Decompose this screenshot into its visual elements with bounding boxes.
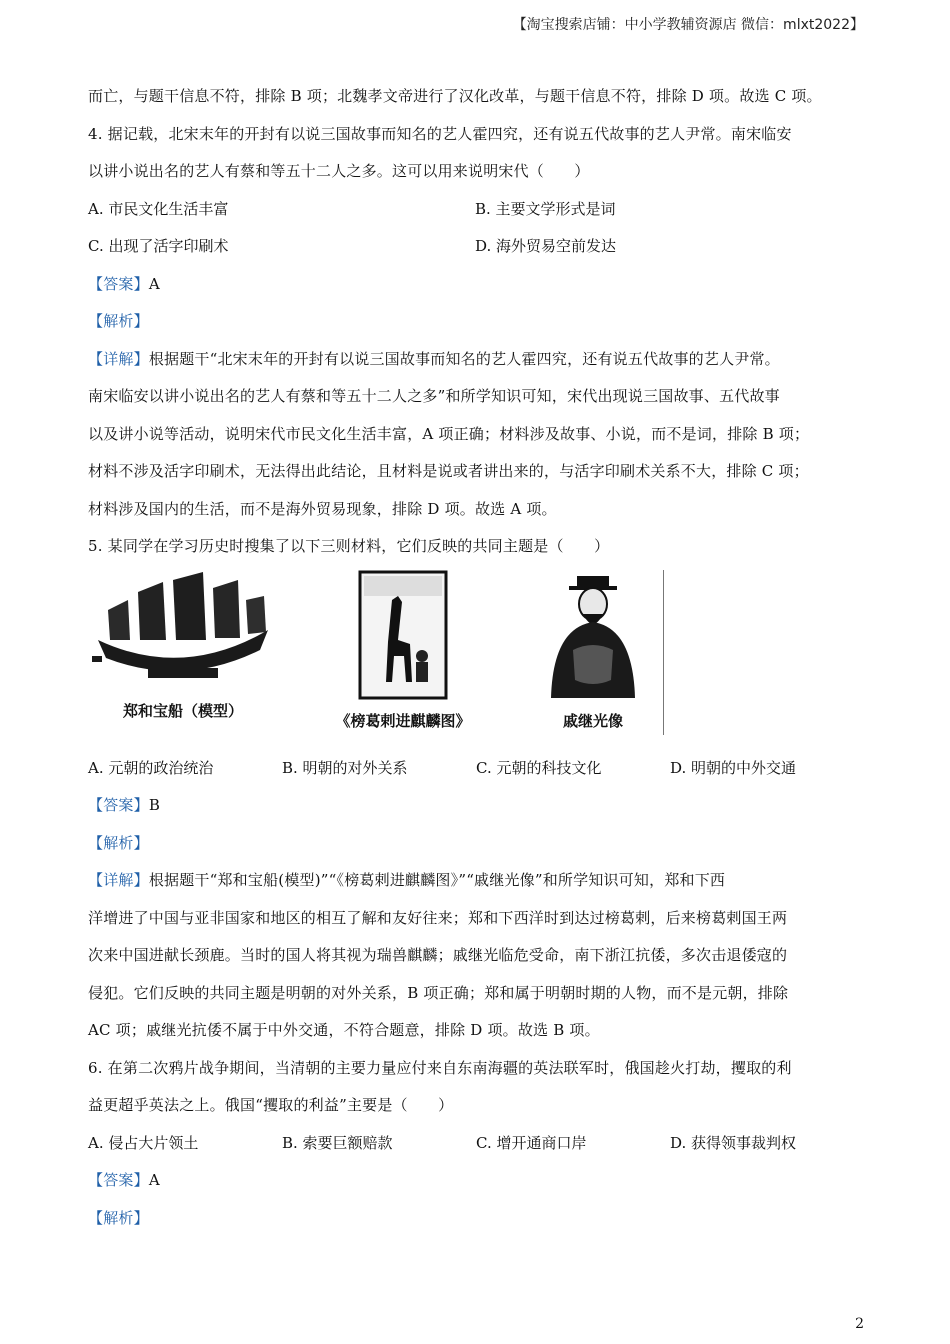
qi-jiguang-portrait-image: [533, 570, 653, 700]
question-4-options-row2: [88, 228, 868, 266]
option-d: D. 获得领事裁判权: [670, 1133, 797, 1152]
figure-caption: 郑和宝船（模型）: [122, 701, 243, 720]
question-5-options: [88, 750, 868, 788]
analysis-tag: 【解析】: [88, 312, 149, 330]
option-d: D. 海外贸易空前发达: [475, 237, 617, 255]
analysis-line: [88, 303, 868, 341]
question-4-stem: 4. 据记载，北宋末年的开封有以说三国故事而知名的艺人霍四究，还有说五代故事的艺人尹常。南宋临安: [88, 124, 792, 143]
treasure-ship-image: [88, 570, 278, 690]
option-b: B. 明朝的对外关系: [282, 758, 408, 777]
question-4-options-row1: [88, 191, 868, 229]
analysis-line: [88, 1200, 868, 1238]
answer-tag: 【答案】: [88, 796, 149, 814]
answer-value: A: [148, 1171, 160, 1189]
figure-giraffe: [318, 570, 488, 731]
answer-line: [88, 1162, 868, 1200]
divider: [663, 570, 664, 735]
text-line: 而亡，与题干信息不符，排除 B 项；北魏孝文帝进行了汉化改革，与题干信息不符，排除 D 项。故选 C 项。: [88, 87, 822, 105]
question-5-stem: 5. 某同学在学习历史时搜集了以下三则材料，它们反映的共同主题是（ ）: [88, 537, 610, 555]
detail-tag: 【详解】: [88, 349, 149, 368]
detail-tag: 【详解】: [88, 871, 149, 889]
giraffe-painting-image: [358, 570, 448, 700]
question-6-options: [88, 1125, 868, 1163]
option-c: C. 出现了活字印刷术: [88, 237, 229, 255]
figure-caption: 戚继光像: [562, 711, 623, 730]
detail-line: 以及讲小说等活动，说明宋代市民文化生活丰富，A 项正确；材料涉及故事、小说，而不是词，排除 B 项；: [88, 424, 810, 443]
question-4-stem-cont: 以讲小说出名的艺人有蔡和等五十二人之多。这可以用来说明宋代（ ）: [88, 162, 590, 180]
option-c: C. 元朝的科技文化: [476, 758, 602, 777]
analysis-line: [88, 825, 868, 863]
detail-line: [88, 341, 868, 379]
header-note: 【淘宝搜索店铺：中小学教辅资源店 微信：mlxt2022】: [512, 17, 864, 33]
option-d: D. 明朝的中外交通: [670, 758, 797, 777]
option-c: C. 增开通商口岸: [476, 1133, 587, 1152]
detail-text: 根据题干“北宋末年的开封有以说三国故事而知名的艺人霍四究，还有说五代故事的艺人尹常。: [148, 349, 780, 368]
detail-line: 材料涉及国内的生活，而不是海外贸易现象，排除 D 项。故选 A 项。: [88, 499, 557, 518]
figure-ship: [88, 570, 278, 721]
answer-tag: 【答案】: [88, 1171, 149, 1189]
answer-tag: 【答案】: [88, 274, 149, 293]
answer-value: B: [148, 796, 161, 814]
detail-line: 材料不涉及活字印刷术，无法得出此结论，且材料是说或者讲出来的，与活字印刷术关系不大，排除 C 项；: [88, 462, 809, 480]
detail-text: 根据题干“郑和宝船(模型)”“《榜葛剌进麒麟图》”“戚继光像”和所学知识可知，郑和下西: [148, 871, 726, 889]
option-b: B. 索要巨额赔款: [282, 1133, 393, 1152]
detail-line: [88, 862, 868, 900]
question-5-figures: [88, 570, 868, 750]
detail-line: 南宋临安以讲小说出名的艺人有蔡和等五十二人之多”和所学知识可知，宋代出现说三国故事、五代故事: [88, 387, 780, 405]
document-body: [88, 78, 868, 1237]
figure-caption: 《榜葛剌进麒麟图》: [335, 711, 471, 730]
detail-line: 洋增进了中国与亚非国家和地区的相互了解和友好往来；郑和下西洋时到达过榜葛剌，后来榜葛剌国王两: [88, 908, 788, 927]
answer-value: A: [148, 274, 160, 293]
detail-line: AC 项；戚继光抗倭不属于中外交通，不符合题意，排除 D 项。故选 B 项。: [88, 1021, 600, 1039]
option-a: A. 元朝的政治统治: [88, 758, 214, 777]
figure-portrait: [518, 570, 668, 731]
question-6-stem-cont: 益更超乎英法之上。俄国“攫取的利益”主要是（ ）: [88, 1096, 454, 1114]
question-6-stem: 6. 在第二次鸦片战争期间，当清朝的主要力量应付来自东南海疆的英法联军时，俄国趁火打劫，攫取的利: [88, 1058, 792, 1077]
option-a: A. 侵占大片领土: [88, 1133, 199, 1152]
page-number: 2: [855, 1316, 864, 1332]
option-a: A. 市民文化生活丰富: [88, 199, 229, 218]
analysis-tag: 【解析】: [88, 1208, 149, 1227]
analysis-tag: 【解析】: [88, 833, 149, 852]
answer-line: [88, 787, 868, 825]
option-b: B. 主要文学形式是词: [475, 199, 616, 218]
detail-line: 次来中国进献长颈鹿。当时的国人将其视为瑞兽麒麟；戚继光临危受命，南下浙江抗倭，多次击退倭寇的: [88, 946, 788, 964]
answer-line: [88, 266, 868, 304]
detail-line: 侵犯。它们反映的共同主题是明朝的对外关系，B 项正确；郑和属于明朝时期的人物，而不是元朝，排除: [88, 983, 789, 1002]
